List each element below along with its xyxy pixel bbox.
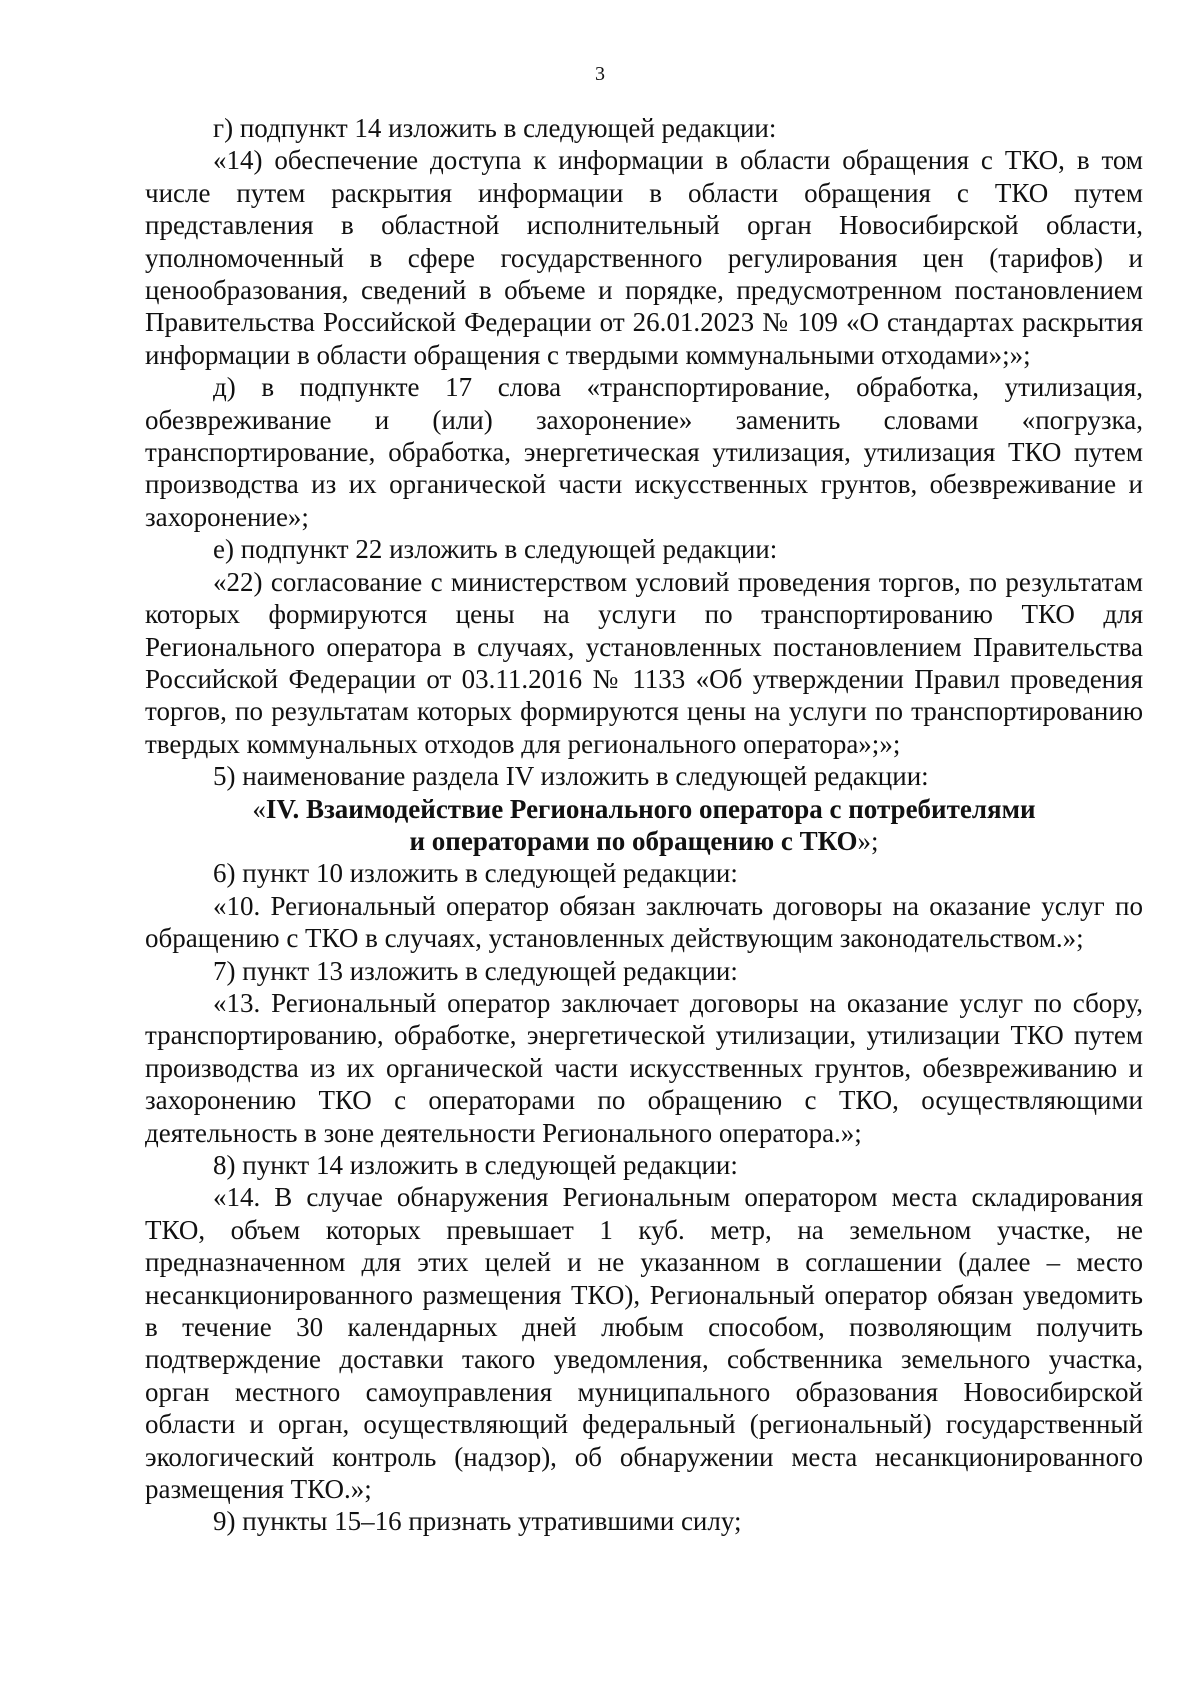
paragraph-14-new-text: «14. В случае обнаружения Региональным оператором места складирования ТКО, объем которых превышает 1 куб. метр, на земельном участке, не предназначенном для этих целей и не указанном в соглашении (далее – место несанкционированного размещения ТКО), Региональный оператор обязан уведомить в течение 30 календарных дней любым способом, позволяющим получить подтверждение доставки такого уведомления, собственника земельного участка, орган местного самоуправления муниципального образования Новосибирской области и орган, осуществляющий федеральный (региональный) государственный экологический контроль (надзор), об обнаружении места несанкционированного размещения ТКО.»; — [145, 1182, 1143, 1505]
paragraph-7: 7) пункт 13 изложить в следующей редакции: — [213, 955, 738, 986]
paragraph-14-text: «14) обеспечение доступа к информации в области обращения с ТКО, в том числе путем раскрытия информации в области обращения с ТКО путем представления в областной исполнительный орган Новосибирской области, уполномоченный в сфере государственного регулирования цен (тарифов) и ценообразования, сведений в объеме и порядке, предусмотренном постановлением Правительства Российской Федерации от 26.01.2023 № 109 «О стандартах раскрытия информации в области обращения с твердыми коммунальными отходами»;»; — [145, 145, 1143, 370]
heading-line-1: IV. Взаимодействие Регионального оператора с потребителями — [265, 793, 1036, 824]
paragraph-13-text: «13. Региональный оператор заключает договоры на оказание услуг по сбору, транспортированию, обработке, энергетической утилизации, утилизации ТКО путем производства из их органической части искусственных грунтов, обезвреживанию и захоронению ТКО с операторами по обращению с ТКО, осуществляющими деятельность в зоне деятельности Регионального оператора.»; — [145, 987, 1143, 1148]
document-body — [145, 112, 1143, 1538]
paragraph-d: д) в подпункте 17 слова «транспортирование, обработка, утилизация, обезвреживание и (или) захоронение» заменить словами «погрузка, транспортирование, обработка, энергетическая утилизация, утилизация ТКО путем производства из их органической части искусственных грунтов, обезвреживание и захоронение»; — [145, 372, 1143, 532]
paragraph-5: 5) наименование раздела IV изложить в следующей редакции: — [213, 761, 929, 792]
heading-open-quote: « — [252, 793, 266, 824]
heading-close: »; — [857, 825, 879, 856]
paragraph-g: г) подпункт 14 изложить в следующей редакции: — [213, 113, 777, 143]
paragraph-e: е) подпункт 22 изложить в следующей редакции: — [213, 534, 778, 565]
paragraph-8: 8) пункт 14 изложить в следующей редакции: — [213, 1150, 738, 1180]
paragraph-9: 9) пункты 15–16 признать утратившими силу; — [213, 1506, 742, 1537]
paragraph-6: 6) пункт 10 изложить в следующей редакции: — [213, 858, 738, 889]
page-number: 3 — [595, 63, 605, 85]
paragraph-10-text: «10. Региональный оператор обязан заключать договоры на оказание услуг по обращению с ТКО в случаях, установленных действующим законодательством.»; — [145, 890, 1143, 954]
section-heading — [145, 793, 1143, 858]
paragraph-22-text: «22) согласование с министерством условий проведения торгов, по результатам которых формируются цены на услуги по транспортированию ТКО для Регионального оператора в случаях, установленных постановлением Правительства Российской Федерации от 03.11.2016 № 1133 «Об утверждении Правил проведения торгов, по результатам которых формируются цены на услуги по транспортированию твердых коммунальных отходов для регионального оператора»;»; — [145, 566, 1143, 759]
heading-line-2: и операторами по обращению с ТКО — [409, 825, 858, 856]
